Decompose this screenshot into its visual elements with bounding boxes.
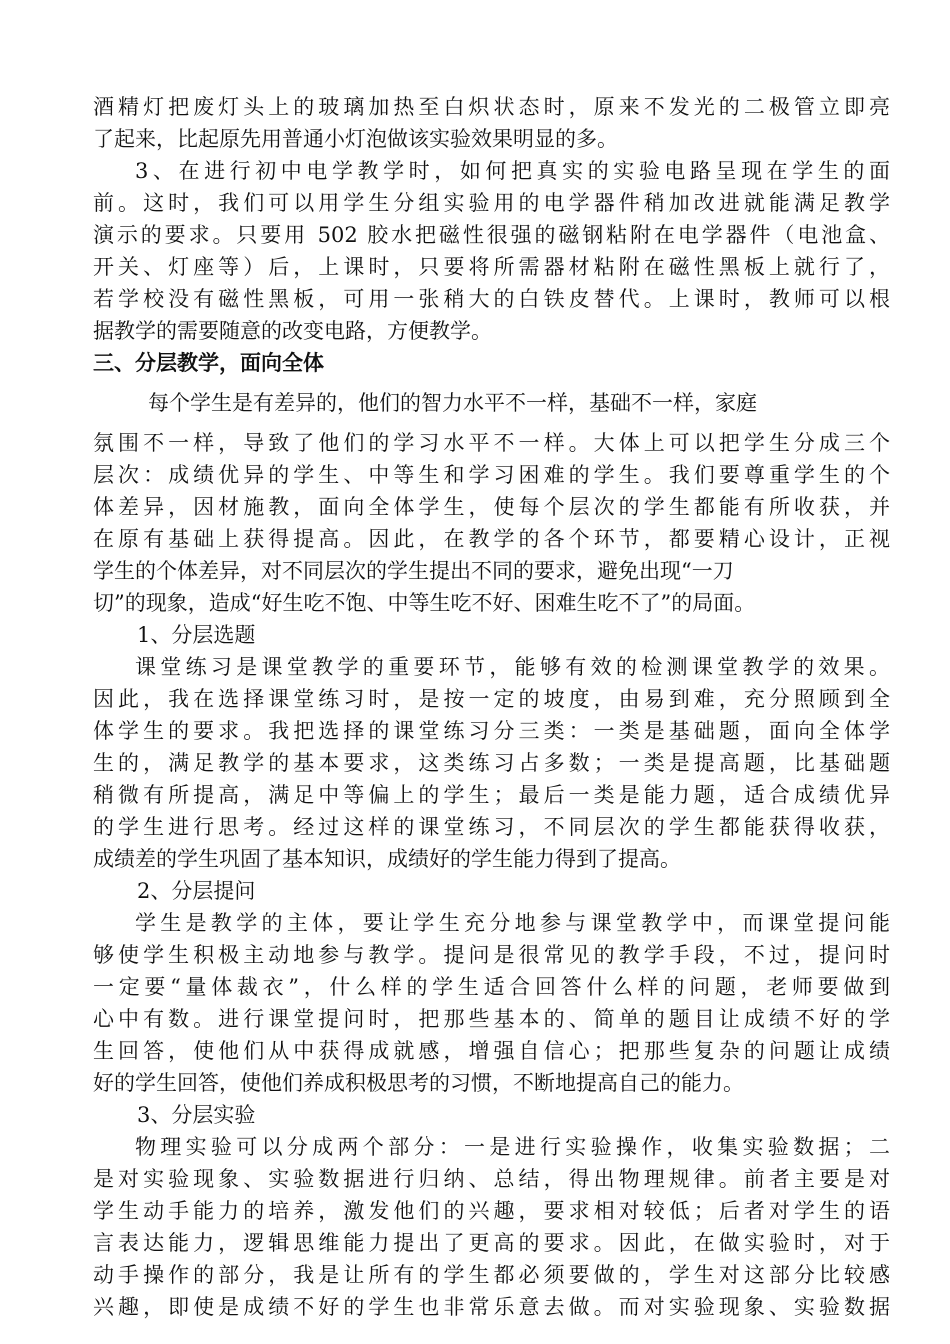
text-line: 生回答，使他们从中获得成就感，增强自信心；把那些复杂的问题让成绩	[93, 1039, 890, 1063]
text-line: 学生是教学的主体，要让学生充分地参与课堂教学中，而课堂提问能	[135, 911, 890, 935]
text-line: 据教学的需要随意的改变电路，方便教学。	[93, 319, 492, 343]
text-line: 体学生的要求。我把选择的课堂练习分三类：一类是基础题，面向全体学	[93, 719, 890, 743]
text-line: 每个学生是有差异的，他们的智力水平不一样，基础不一样，家庭	[148, 391, 757, 415]
text-line: 成绩差的学生巩固了基本知识，成绩好的学生能力得到了提高。	[93, 847, 681, 871]
subheading: 2、分层提问	[137, 879, 256, 903]
text-line: 切”的现象，造成“好生吃不饱、中等生吃不好、困难生吃不了”的局面。	[93, 591, 756, 615]
text-line: 体差异，因材施教，面向全体学生，使每个层次的学生都能有所收获，并	[93, 495, 890, 519]
text-line: 是对实验现象、实验数据进行归纳、总结，得出物理规律。前者主要是对	[93, 1167, 890, 1191]
text-line: 学生的个体差异，对不同层次的学生提出不同的要求，避免出现“一刀	[93, 559, 734, 583]
text-line: 前。这时，我们可以用学生分组实验用的电学器件稍加改进就能满足教学	[93, 191, 890, 215]
subheading: 3、分层实验	[137, 1103, 256, 1127]
text-line: 兴趣，即使是成绩不好的学生也非常乐意去做。而对实验现象、实验数据	[93, 1295, 890, 1319]
spacer	[93, 379, 890, 387]
text-line: 课堂练习是课堂教学的重要环节，能够有效的检测课堂教学的效果。	[135, 655, 890, 679]
text-line: 够使学生积极主动地参与教学。提问是很常见的教学手段，不过，提问时	[93, 943, 890, 967]
text-line: 言表达能力，逻辑思维能力提出了更高的要求。因此，在做实验时，对于	[93, 1231, 890, 1255]
text-line: 酒精灯把废灯头上的玻璃加热至白炽状态时，原来不发光的二极管立即亮	[93, 95, 890, 119]
subheading: 1、分层选题	[137, 623, 256, 647]
text-line: 心中有数。进行课堂提问时，把那些基本的、简单的题目让成绩不好的学	[93, 1007, 890, 1031]
text-line: 的学生进行思考。经过这样的课堂练习，不同层次的学生都能获得收获，	[93, 815, 890, 839]
spacer	[93, 419, 890, 427]
text-line: 演示的要求。只要用 502 胶水把磁性很强的磁钢粘附在电学器件（电池盒、	[93, 223, 890, 247]
text-line: 物理实验可以分成两个部分：一是进行实验操作，收集实验数据；二	[135, 1135, 890, 1159]
text-line: 学生动手能力的培养，激发他们的兴趣，要求相对较低；后者对学生的语	[93, 1199, 890, 1223]
text-line: 氛围不一样，导致了他们的学习水平不一样。大体上可以把学生分成三个	[93, 431, 890, 455]
section-heading: 三、分层教学，面向全体	[93, 351, 324, 375]
text-line: 一定要“量体裁衣”，什么样的学生适合回答什么样的问题，老师要做到	[93, 975, 890, 999]
text-line: 稍微有所提高，满足中等偏上的学生；最后一类是能力题，适合成绩优异	[93, 783, 890, 807]
text-line: 开关、灯座等）后，上课时，只要将所需器材粘附在磁性黑板上就行了，	[93, 255, 890, 279]
text-line: 生的，满足教学的基本要求，这类练习占多数；一类是提高题，比基础题	[93, 751, 890, 775]
text-line: 3、在进行初中电学教学时，如何把真实的实验电路呈现在学生的面	[135, 159, 890, 183]
text-line: 了起来，比起原先用普通小灯泡做该实验效果明显的多。	[93, 127, 618, 151]
text-line: 在原有基础上获得提高。因此，在教学的各个环节，都要精心设计，正视	[93, 527, 890, 551]
text-line: 若学校没有磁性黑板，可用一张稍大的白铁皮替代。上课时，教师可以根	[93, 287, 890, 311]
text-line: 动手操作的部分，我是让所有的学生都必须要做的，学生对这部分比较感	[93, 1263, 890, 1287]
text-line: 因此，我在选择课堂练习时，是按一定的坡度，由易到难，充分照顾到全	[93, 687, 890, 711]
text-line: 层次：成绩优异的学生、中等生和学习困难的学生。我们要尊重学生的个	[93, 463, 890, 487]
text-line: 好的学生回答，使他们养成积极思考的习惯，不断地提高自己的能力。	[93, 1071, 744, 1095]
